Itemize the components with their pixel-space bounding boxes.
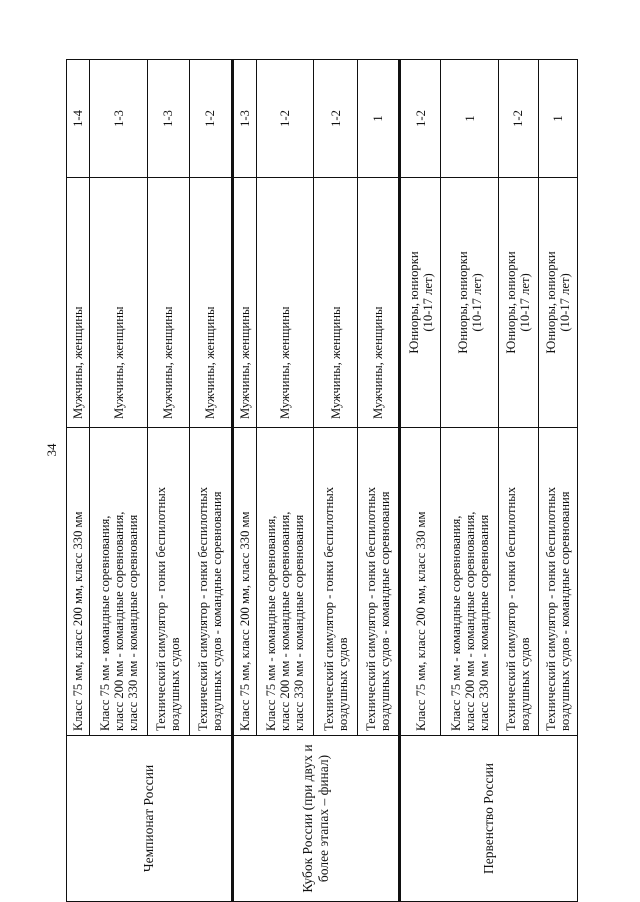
discipline-line: Технический симулятор - гонки беспилотных xyxy=(321,486,336,731)
event-name-cell: Чемпионат России xyxy=(67,736,233,902)
discipline-cell xyxy=(399,428,441,736)
places-cell: 1-3 xyxy=(90,60,148,178)
age-group-line: Юниоры, юниорки xyxy=(543,251,558,354)
discipline-cell xyxy=(441,428,499,736)
event-name-cell: Первенство России xyxy=(399,736,577,902)
table-row xyxy=(67,60,90,902)
discipline-cell xyxy=(67,428,90,736)
age-group-line: Юниоры, юниорки xyxy=(406,251,421,354)
discipline-line: Класс 75 мм - командные соревнования, xyxy=(97,515,112,731)
discipline-cell xyxy=(358,428,400,736)
discipline-line: Технический симулятор - гонки беспилотных xyxy=(364,486,379,731)
places-cell: 1-2 xyxy=(189,60,233,178)
discipline-line: Технический симулятор - гонки беспилотных xyxy=(154,486,169,731)
discipline-line: Технический симулятор - гонки беспилотных xyxy=(543,486,558,731)
table-row xyxy=(399,60,441,902)
age-group-line: Мужчины, женщины xyxy=(161,306,176,419)
places-cell: 1-4 xyxy=(67,60,90,178)
discipline-cell xyxy=(90,428,148,736)
discipline-line: Класс 75 мм - командные соревнования, xyxy=(448,515,463,731)
discipline-cell xyxy=(189,428,233,736)
age-group-line: Мужчины, женщины xyxy=(237,306,252,419)
age-group-cell xyxy=(90,178,148,428)
age-group-line: Мужчины, женщины xyxy=(111,306,126,419)
age-group-cell xyxy=(538,178,577,428)
age-group-line: Мужчины, женщины xyxy=(71,306,86,419)
discipline-cell xyxy=(256,428,314,736)
discipline-line: Класс 75 мм, класс 200 мм, класс 330 мм xyxy=(413,511,428,731)
discipline-line: класс 200 мм - командные соревнования, xyxy=(277,511,292,731)
discipline-cell xyxy=(233,428,256,736)
places-cell: 1-2 xyxy=(499,60,538,178)
places-cell: 1-2 xyxy=(314,60,358,178)
discipline-line: Технический симулятор - гонки беспилотных xyxy=(196,486,211,731)
discipline-line: воздушных судов - командные соревнования xyxy=(557,491,572,731)
discipline-line: Технический симулятор - гонки беспилотных xyxy=(504,486,519,731)
age-group-line: Мужчины, женщины xyxy=(277,306,292,419)
discipline-cell xyxy=(314,428,358,736)
age-group-cell xyxy=(441,178,499,428)
age-group-line: Мужчины, женщины xyxy=(328,306,343,419)
event-name-cell: Кубок России (при двух и более этапах – финал) xyxy=(233,736,399,902)
places-cell: 1-3 xyxy=(233,60,256,178)
discipline-line: воздушных судов xyxy=(335,637,350,731)
discipline-line: Класс 75 мм, класс 200 мм, класс 330 мм xyxy=(237,511,252,731)
age-group-line: Мужчины, женщины xyxy=(203,306,218,419)
age-group-cell xyxy=(147,178,189,428)
age-group-cell xyxy=(314,178,358,428)
table-row xyxy=(233,60,256,902)
discipline-cell xyxy=(538,428,577,736)
places-cell: 1-2 xyxy=(399,60,441,178)
age-group-cell xyxy=(499,178,538,428)
discipline-line: воздушных судов - командные соревнования xyxy=(378,491,393,731)
age-group-cell xyxy=(399,178,441,428)
discipline-line: Класс 75 мм, класс 200 мм, класс 330 мм xyxy=(71,511,86,731)
competition-table xyxy=(66,59,578,902)
page-number: 34 xyxy=(44,443,59,457)
discipline-line: класс 330 мм - командные соревнования xyxy=(476,514,491,731)
discipline-line: класс 200 мм - командные соревнования, xyxy=(111,511,126,731)
places-cell: 1 xyxy=(441,60,499,178)
age-group-line: Юниоры, юниорки xyxy=(455,251,470,354)
age-group-line: (10-17 лет) xyxy=(469,273,484,332)
discipline-line: класс 330 мм - командные соревнования xyxy=(125,514,140,731)
places-cell: 1-2 xyxy=(256,60,314,178)
places-cell: 1 xyxy=(358,60,400,178)
age-group-line: Мужчины, женщины xyxy=(371,306,386,419)
places-cell: 1 xyxy=(538,60,577,178)
discipline-line: Класс 75 мм - командные соревнования, xyxy=(263,515,278,731)
age-group-cell xyxy=(233,178,256,428)
discipline-line: воздушных судов xyxy=(168,637,183,731)
age-group-line: (10-17 лет) xyxy=(518,273,533,332)
discipline-line: воздушных судов xyxy=(518,637,533,731)
age-group-cell xyxy=(67,178,90,428)
places-cell: 1-3 xyxy=(147,60,189,178)
age-group-line: (10-17 лет) xyxy=(557,273,572,332)
age-group-cell xyxy=(256,178,314,428)
age-group-cell xyxy=(358,178,400,428)
discipline-line: класс 330 мм - командные соревнования xyxy=(291,514,306,731)
rotated-page xyxy=(66,60,578,902)
age-group-line: (10-17 лет) xyxy=(420,273,435,332)
discipline-cell xyxy=(147,428,189,736)
age-group-line: Юниоры, юниорки xyxy=(504,251,519,354)
age-group-cell xyxy=(189,178,233,428)
discipline-line: воздушных судов - командные соревнования xyxy=(210,491,225,731)
discipline-line: класс 200 мм - командные соревнования, xyxy=(462,511,477,731)
discipline-cell xyxy=(499,428,538,736)
